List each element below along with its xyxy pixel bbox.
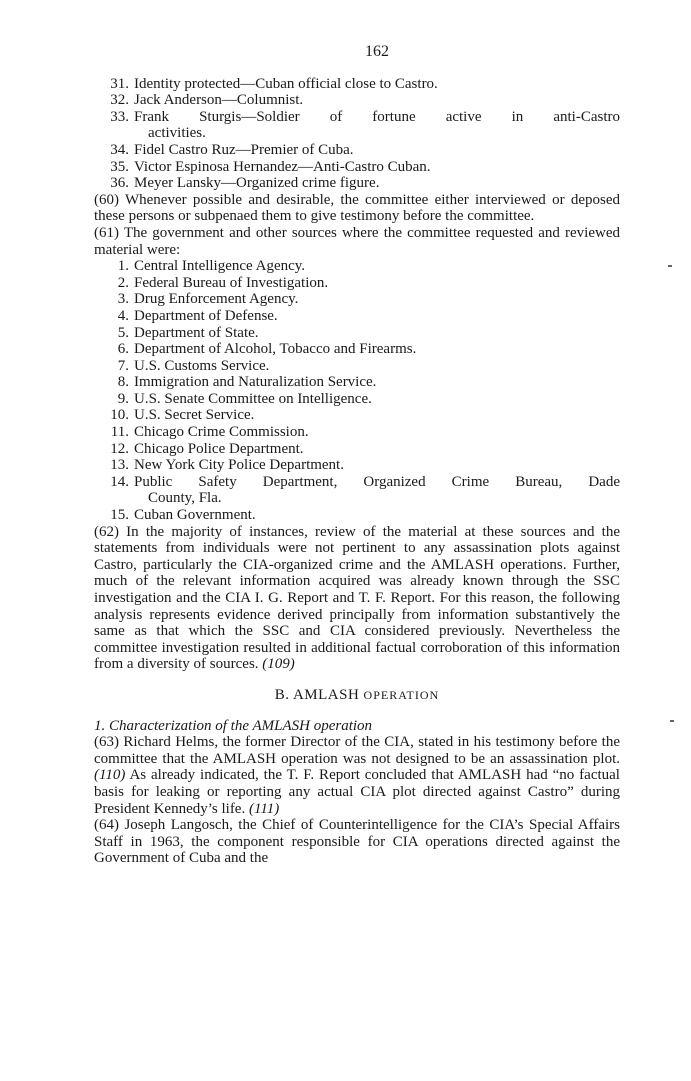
list-item: 36. Meyer Lansky—Organized crime figure. <box>110 175 380 192</box>
paragraph-61: (61) The government and other sources where the committee requested and reviewed material were: <box>94 224 620 258</box>
footnote-ref: (110) <box>94 767 126 784</box>
margin-mark <box>670 720 674 722</box>
margin-mark <box>668 265 672 267</box>
list-item: 7. U.S. Customs Service. <box>117 357 270 374</box>
paragraph-62: (62) In the majority of instances, review of the material at these sources and the statements from individuals were not pertinent to any assassination plots against Castro, particularly the CIA-organized crime and the AMLASH operations. Further, much of the relevant information acquired was already known through the SSC investigation and the CIA I. G. Report and T. F. Report. For this reason, the following analysis represents evidence derived principally from information substantively the same as that which the SSC and CIA considered previously. Nevertheless the committee investigation resulted in additional factual corroboration of this information from a diversity of sources. (109) <box>94 523 620 673</box>
list-item: 35. Victor Espinosa Hernandez—Anti-Castro Cuban. <box>110 158 431 175</box>
paragraph-60: (60) Whenever possible and desirable, the committee either interviewed or deposed these persons or subpenaed them to give testimony before the committee. <box>94 191 620 225</box>
list-item: 11. Chicago Crime Commission. <box>110 424 309 441</box>
list-item: 10. U.S. Secret Service. <box>110 407 255 424</box>
list-item: 3. Drug Enforcement Agency. <box>117 291 299 308</box>
list-item: 12. Chicago Police Department. <box>110 440 304 457</box>
footnote-ref: (109) <box>262 656 295 673</box>
list-item: 15. Cuban Government. <box>110 507 256 524</box>
sources-list <box>94 258 620 524</box>
list-item: 5. Department of State. <box>117 324 259 341</box>
paragraph-64: (64) Joseph Langosch, the Chief of Counterintelligence for the CIA’s Special Affairs Staff in 1963, the component responsible for CIA operations directed against the Government of Cuba and the <box>94 817 620 867</box>
list-item: 2. Federal Bureau of Investigation. <box>117 274 329 291</box>
document-page <box>94 44 620 867</box>
person-list <box>94 76 620 192</box>
list-item: 4. Department of Defense. <box>117 307 278 324</box>
page-number: 162 <box>365 43 389 60</box>
list-item: 32. Jack Anderson—Columnist. <box>110 92 304 109</box>
list-item: 33. Frank Sturgis—Soldier of fortune active in anti-Castro activities. <box>110 108 620 142</box>
list-item: 9. U.S. Senate Committee on Intelligence. <box>117 390 372 407</box>
paragraph-63: (63) Richard Helms, the former Director of the CIA, stated in his testimony before the committee that the AMLASH operation was not designed to be an assassination plot. (110) As already indicated, the T. F. Report concluded that AMLASH had “no factual basis for leaking or reporting any actual CIA plot directed against Castro” during President Kennedy’s life. (111) <box>94 734 620 817</box>
list-item: 34. Fidel Castro Ruz—Premier of Cuba. <box>110 141 354 158</box>
list-item: 6. Department of Alcohol, Tobacco and Firearms. <box>117 341 417 358</box>
footnote-ref: (111) <box>248 800 280 817</box>
list-item: 13. New York City Police Department. <box>110 457 344 474</box>
section-heading: B. AMLASH OPERATION <box>274 686 440 703</box>
list-item: 14. Public Safety Department, Organized Crime Bureau, Dade County, Fla. <box>110 473 620 507</box>
list-item: 31. Identity protected—Cuban official close to Castro. <box>110 75 438 92</box>
list-item: 8. Immigration and Naturalization Service. <box>117 374 377 391</box>
list-item: 1. Central Intelligence Agency. <box>117 258 306 275</box>
subsection-heading: 1. Characterization of the AMLASH operation <box>94 717 373 734</box>
